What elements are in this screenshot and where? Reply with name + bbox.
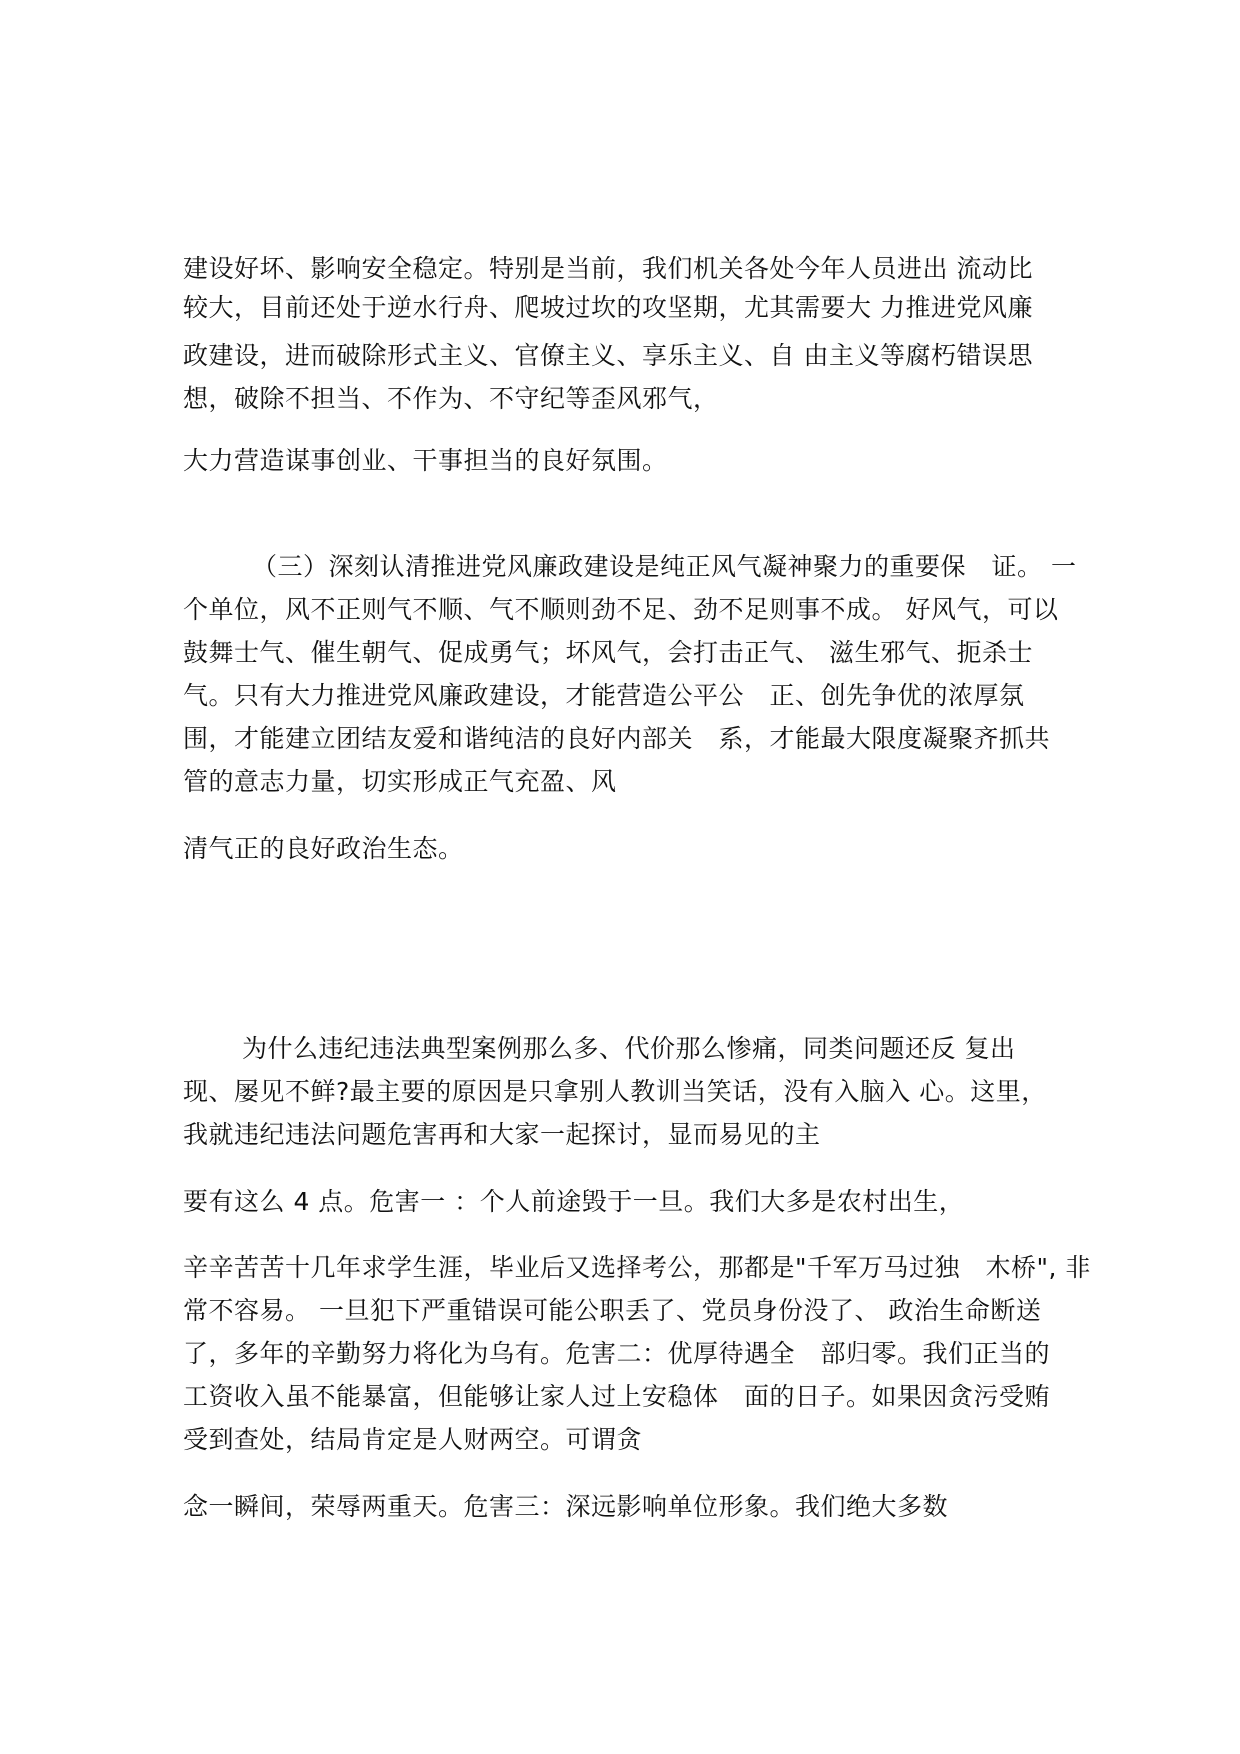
- paragraph-1-line-3: 政建设，进而破除形式主义、官僚主义、享乐主义、自 由主义等腐朽错误思: [183, 341, 1033, 370]
- paragraph-1-line-1: 建设好坏、影响安全稳定。特别是当前，我们机关各处今年人员进出 流动比: [183, 254, 1033, 283]
- paragraph-3-line-5: 辛辛苦苦十几年求学生涯，毕业后又选择考公，那都是"千军万马过独 木桥", 非: [183, 1253, 1091, 1282]
- paragraph-3-line-8: 工资收入虽不能暴富，但能够让家人过上安稳体 面的日子。如果因贪污受贿: [183, 1382, 1051, 1411]
- paragraph-2-line-3: 鼓舞士气、催生朝气、促成勇气；坏风气，会打击正气、 滋生邪气、扼杀士: [183, 638, 1033, 667]
- paragraph-1-line-2: 较大，目前还处于逆水行舟、爬坡过坎的攻坚期，尤其需要大 力推进党风廉: [183, 293, 1033, 322]
- paragraph-2-line-5: 围，才能建立团结友爱和谐纯洁的良好内部关 系，才能最大限度凝聚齐抓共: [183, 724, 1051, 753]
- paragraph-2-line-4: 气。只有大力推进党风廉政建设，才能营造公平公 正、创先争优的浓厚氛: [183, 681, 1025, 710]
- paragraph-2-line-7: 清气正的良好政治生态。: [183, 834, 464, 863]
- paragraph-2-line-2: 个单位，风不正则气不顺、气不顺则劲不足、劲不足则事不成。 好风气，可以: [183, 595, 1059, 624]
- paragraph-1-line-4: 想，破除不担当、不作为、不守纪等歪风邪气，: [183, 384, 719, 413]
- paragraph-3-line-3: 我就违纪违法问题危害再和大家一起探讨，显而易见的主: [183, 1120, 821, 1149]
- paragraph-3-line-1: 为什么违纪违法典型案例那么多、代价那么惨痛，同类问题还反 复出: [242, 1034, 1016, 1063]
- paragraph-3-line-10: 念一瞬间，荣辱两重天。危害三：深远影响单位形象。我们绝大多数: [183, 1492, 949, 1521]
- paragraph-1-line-5: 大力营造谋事创业、干事担当的良好氛围。: [183, 446, 668, 475]
- paragraph-3-line-2: 现、屡见不鲜?最主要的原因是只拿别人教训当笑话，没有入脑入 心。这里，: [183, 1077, 1047, 1106]
- paragraph-3-line-7: 了，多年的辛勤努力将化为乌有。危害二：优厚待遇全 部归零。我们正当的: [183, 1339, 1051, 1368]
- paragraph-3-line-4: 要有这么 4 点。危害一 ：个人前途毁于一旦。我们大多是农村出生，: [183, 1187, 965, 1216]
- paragraph-2-line-6: 管的意志力量，切实形成正气充盈、风: [183, 767, 617, 796]
- paragraph-3-line-6: 常不容易。 一旦犯下严重错误可能公职丢了、党员身份没了、 政治生命断送: [183, 1296, 1042, 1325]
- paragraph-3-line-9: 受到查处，结局肯定是人财两空。可谓贪: [183, 1425, 643, 1454]
- paragraph-2-line-1: （三）深刻认清推进党风廉政建设是纯正风气凝神聚力的重要保 证。 一: [252, 552, 1077, 581]
